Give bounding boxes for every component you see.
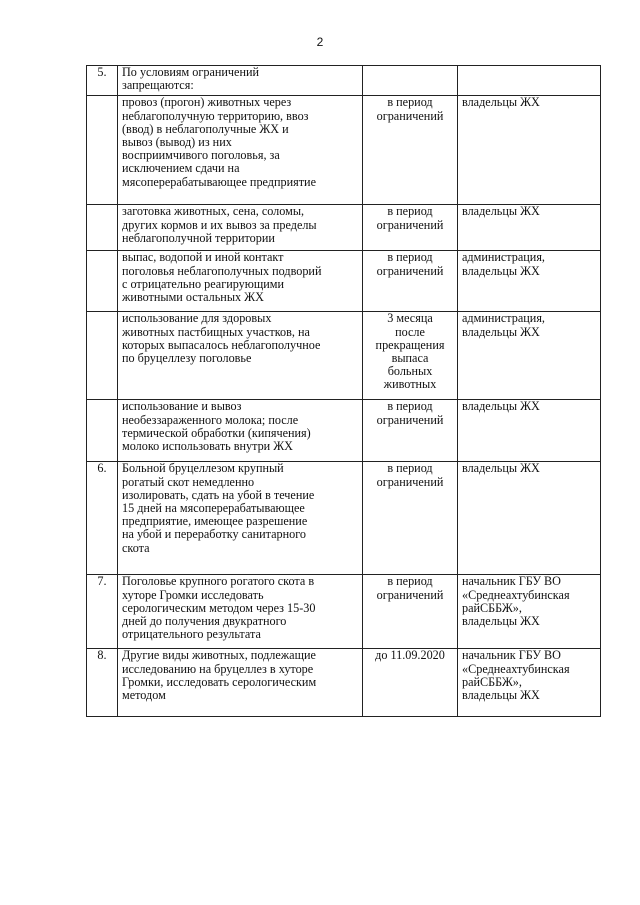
- deadline-cell: в период ограничений: [363, 575, 458, 649]
- table-row: [87, 66, 601, 96]
- responsible-cell: владельцы ЖХ: [458, 96, 601, 205]
- deadline-cell: в период ограничений: [363, 251, 458, 312]
- row-number: [87, 400, 118, 462]
- responsible-cell: владельцы ЖХ: [458, 205, 601, 251]
- measure-text: использование для здоровых животных пастбищных участков, на которых выпасалось неблагополучное по бруцеллезу поголовье: [118, 312, 363, 400]
- table-row: [87, 400, 601, 462]
- row-number: 8.: [87, 649, 118, 717]
- deadline-cell: 3 месяца после прекращения выпаса больных животных: [363, 312, 458, 400]
- responsible-cell: администрация, владельцы ЖХ: [458, 312, 601, 400]
- row-number: [87, 312, 118, 400]
- responsible-cell: владельцы ЖХ: [458, 400, 601, 462]
- measure-text: провоз (прогон) животных через неблагополучную территорию, ввоз (ввод) в неблагополучные ЖХ и вывоз (вывод) из них восприимчивого поголовья, за исключением сдачи на мясоперерабатывающее предприятие: [118, 96, 363, 205]
- deadline-cell: в период ограничений: [363, 462, 458, 575]
- deadline-cell: в период ограничений: [363, 400, 458, 462]
- measure-text: выпас, водопой и иной контакт поголовья неблагополучных подворий с отрицательно реагирующими животными остальных ЖХ: [118, 251, 363, 312]
- responsible-cell: начальник ГБУ ВО «Среднеахтубинская райСББЖ», владельцы ЖХ: [458, 575, 601, 649]
- table-row: [87, 575, 601, 649]
- responsible-cell: начальник ГБУ ВО «Среднеахтубинская райСББЖ», владельцы ЖХ: [458, 649, 601, 717]
- deadline-cell: в период ограничений: [363, 96, 458, 205]
- measures-table: [86, 65, 601, 717]
- row-number: 7.: [87, 575, 118, 649]
- row-number: 6.: [87, 462, 118, 575]
- measure-text: Другие виды животных, подлежащие исследованию на бруцеллез в хуторе Громки, исследовать серологическим методом: [118, 649, 363, 717]
- deadline-cell: в период ограничений: [363, 205, 458, 251]
- page-number: 2: [316, 35, 324, 49]
- measure-text: заготовка животных, сена, соломы, других кормов и их вывоз за пределы неблагополучной территории: [118, 205, 363, 251]
- table-row: [87, 205, 601, 251]
- responsible-cell: [458, 66, 601, 96]
- table-row: [87, 312, 601, 400]
- measure-text: Больной бруцеллезом крупный рогатый скот немедленно изолировать, сдать на убой в течение 15 дней на мясоперерабатывающее предприятие, имеющее разрешение на убой и переработку санитарного скота: [118, 462, 363, 575]
- responsible-cell: владельцы ЖХ: [458, 462, 601, 575]
- deadline-cell: [363, 66, 458, 96]
- row-number: [87, 96, 118, 205]
- measure-text: По условиям ограничений запрещаются:: [118, 66, 363, 96]
- row-number: [87, 251, 118, 312]
- responsible-cell: администрация, владельцы ЖХ: [458, 251, 601, 312]
- table-row: [87, 649, 601, 717]
- table-row: [87, 251, 601, 312]
- measure-text: использование и вывоз необеззараженного молока; после термической обработки (кипячения) молоко использовать внутри ЖХ: [118, 400, 363, 462]
- row-number: 5.: [87, 66, 118, 96]
- row-number: [87, 205, 118, 251]
- measure-text: Поголовье крупного рогатого скота в хуторе Громки исследовать серологическим методом через 15-30 дней до получения двукратного отрицательного результата: [118, 575, 363, 649]
- table-row: [87, 96, 601, 205]
- table-row: [87, 462, 601, 575]
- deadline-cell: до 11.09.2020: [363, 649, 458, 717]
